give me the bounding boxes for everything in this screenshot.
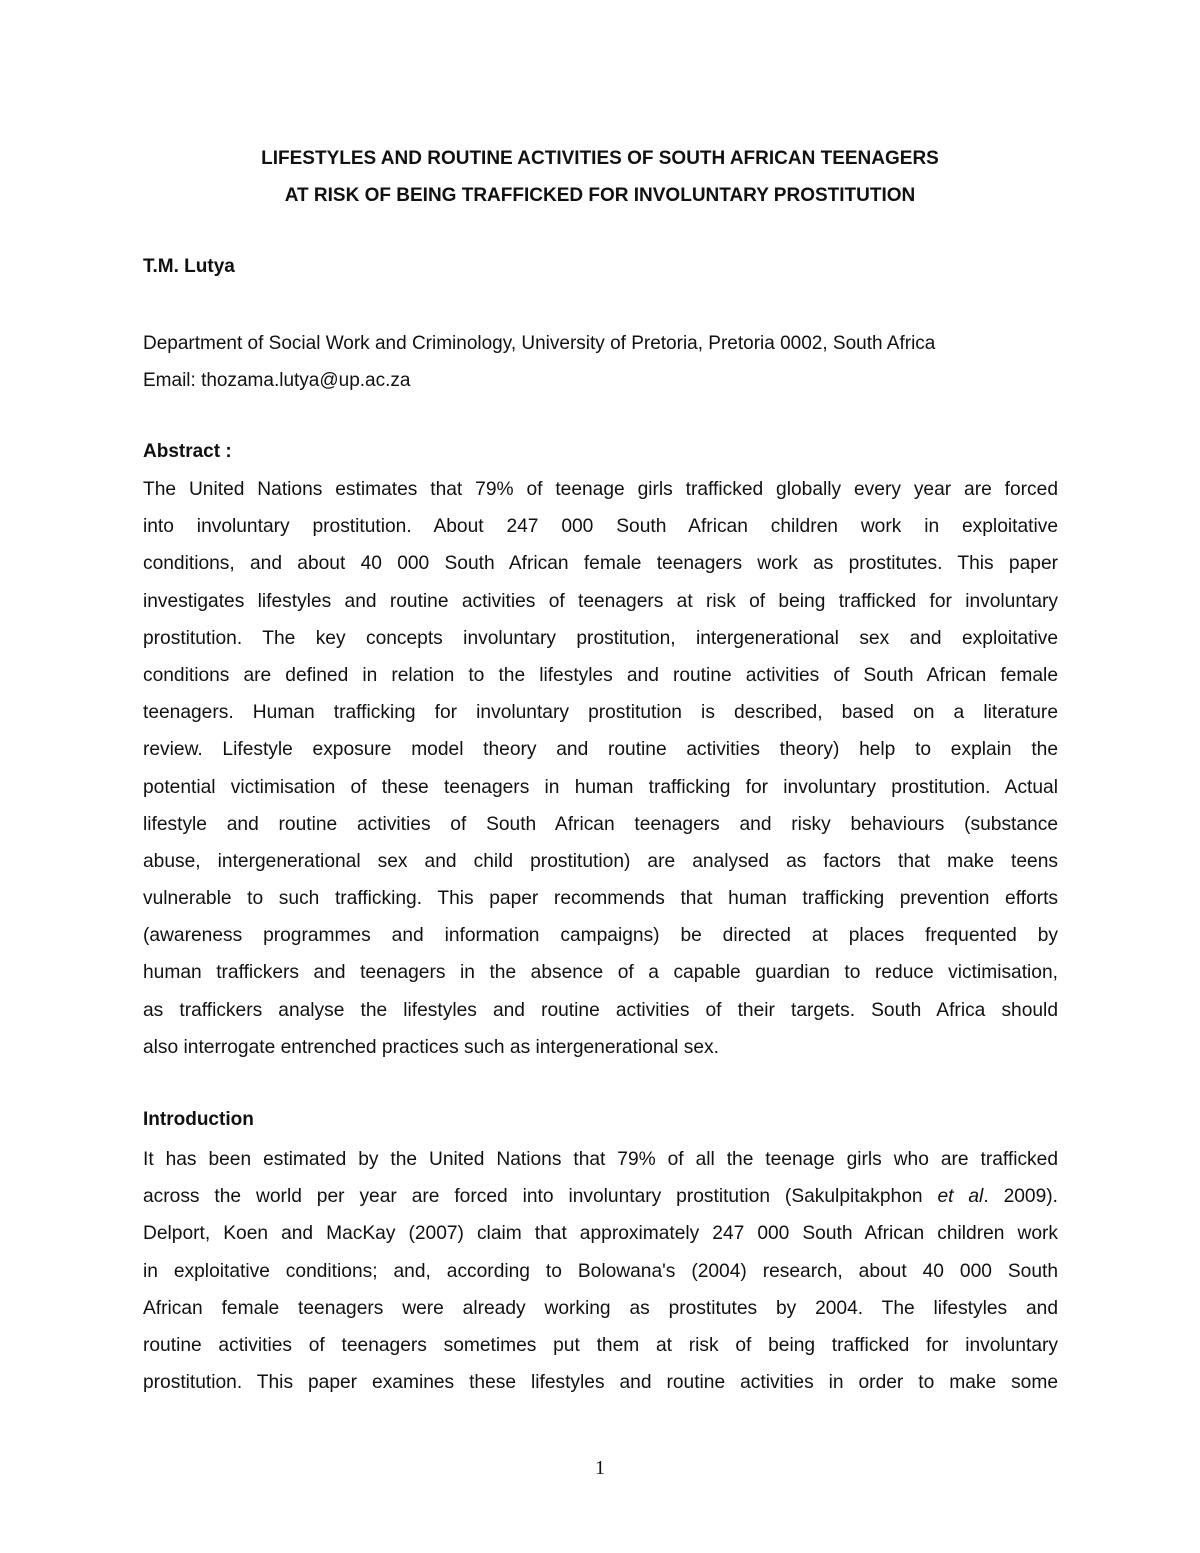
title-line-1: LIFESTYLES AND ROUTINE ACTIVITIES OF SOUTH AFRICAN TEENAGERS	[261, 148, 939, 169]
abstract-line: investigates lifestyles and routine activities of teenagers at risk of being trafficked for involuntary	[143, 590, 1058, 612]
affiliation-department: Department of Social Work and Criminology, University of Pretoria, Pretoria 0002, South Africa	[143, 333, 936, 354]
abstract-line: into involuntary prostitution. About 247 000 South African children work in exploitative	[143, 516, 1058, 538]
abstract-body	[143, 471, 1058, 1066]
paper-title	[0, 140, 1200, 214]
introduction-line	[143, 1178, 1058, 1215]
abstract-line: abuse, intergenerational sex and child prostitution) are analysed as factors that make teens	[143, 850, 1058, 872]
introduction-line: It has been estimated by the United Nations that 79% of all the teenage girls who are trafficked	[143, 1149, 1058, 1170]
abstract-line: conditions are defined in relation to the lifestyles and routine activities of South African female	[143, 664, 1058, 686]
abstract-line: lifestyle and routine activities of South African teenagers and risky behaviours (substance	[143, 813, 1058, 835]
abstract-line: vulnerable to such trafficking. This paper recommends that human trafficking prevention efforts	[143, 888, 1058, 910]
abstract-line: also interrogate entrenched practices such as intergenerational sex.	[143, 1036, 719, 1058]
introduction-line: prostitution. This paper examines these lifestyles and routine activities in order to make some	[143, 1372, 1058, 1394]
abstract-line: teenagers. Human trafficking for involuntary prostitution is described, based on a literature	[143, 702, 1058, 724]
author-name: T.M. Lutya	[143, 256, 235, 277]
intro-line2-text: across the world per year are forced into involuntary prostitution (Sakulpitakphon	[143, 1186, 938, 1208]
abstract-line: review. Lifestyle exposure model theory and routine activities theory) help to explain the	[143, 739, 1058, 761]
introduction-line: routine activities of teenagers sometimes put them at risk of being trafficked for involuntary	[143, 1334, 1058, 1356]
abstract-heading: Abstract :	[143, 441, 232, 462]
introduction-line: Delport, Koen and MacKay (2007) claim that approximately 247 000 South African children work	[143, 1223, 1058, 1245]
affiliation	[143, 325, 1058, 399]
intro-line2-italic: et al	[937, 1186, 984, 1208]
intro-line2-tail: . 2009).	[983, 1186, 1058, 1208]
abstract-line: (awareness programmes and information campaigns) be directed at places frequented by	[143, 925, 1058, 947]
introduction-line: African female teenagers were already working as prostitutes by 2004. The lifestyles and	[143, 1297, 1058, 1319]
abstract-line: prostitution. The key concepts involuntary prostitution, intergenerational sex and exploitative	[143, 627, 1058, 649]
page-number: 1	[595, 1457, 605, 1479]
abstract-line: potential victimisation of these teenagers in human trafficking for involuntary prostitution. Actual	[143, 776, 1058, 798]
introduction-body	[143, 1141, 1058, 1401]
title-line-2: AT RISK OF BEING TRAFFICKED FOR INVOLUNTARY PROSTITUTION	[284, 185, 916, 206]
affiliation-email: Email: thozama.lutya@up.ac.za	[143, 370, 411, 391]
introduction-line: in exploitative conditions; and, according to Bolowana's (2004) research, about 40 000 South	[143, 1260, 1058, 1282]
abstract-line: as traffickers analyse the lifestyles and routine activities of their targets. South Africa should	[143, 999, 1058, 1021]
abstract-line: human traffickers and teenagers in the absence of a capable guardian to reduce victimisation,	[143, 962, 1058, 984]
introduction-heading: Introduction	[143, 1109, 254, 1130]
abstract-line: conditions, and about 40 000 South African female teenagers work as prostitutes. This paper	[143, 553, 1058, 575]
abstract-line: The United Nations estimates that 79% of teenage girls trafficked globally every year are forced	[143, 479, 1058, 500]
